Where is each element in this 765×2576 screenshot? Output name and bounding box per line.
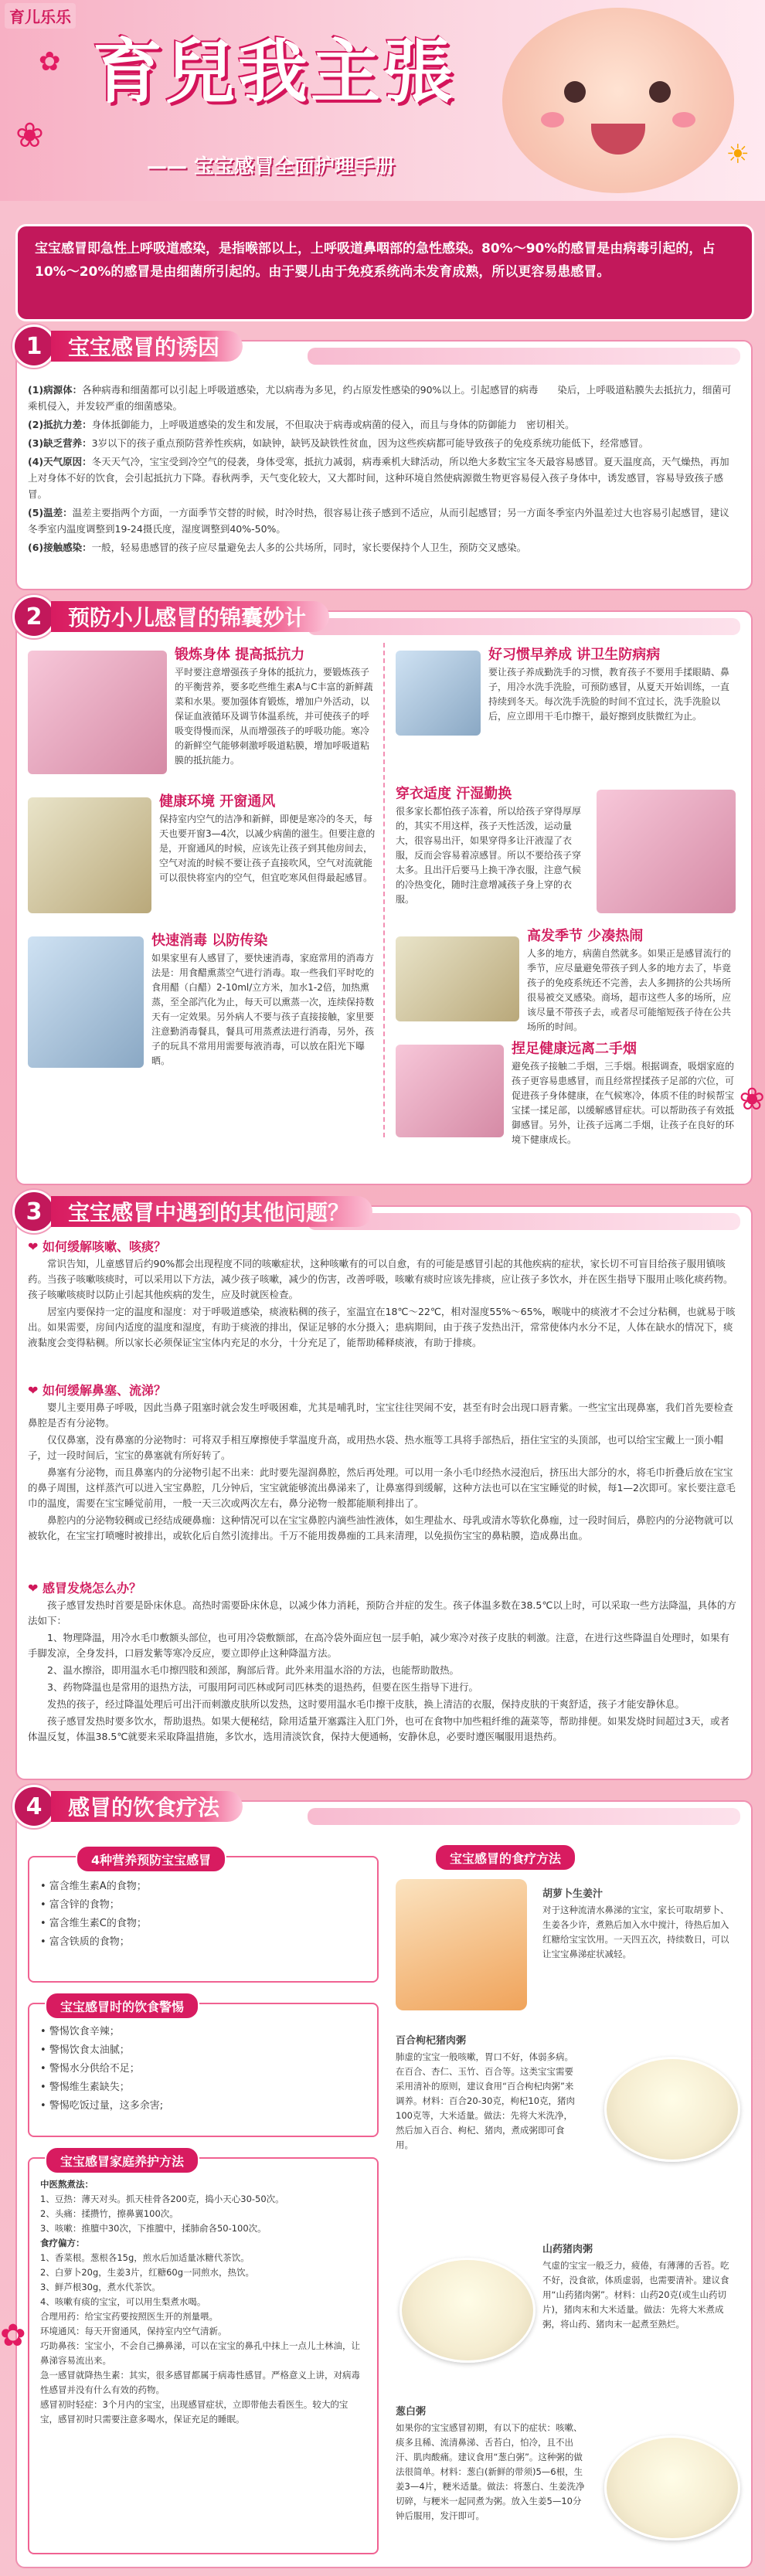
tip-photo	[28, 651, 167, 774]
heart-icon: ❤	[28, 1383, 42, 1398]
tip-photo	[28, 936, 144, 1068]
question-cough: ❤ 如何缓解咳嗽、咳痰？ 常识告知，儿童感冒后约90%都会出现程度不同的咳嗽症状，这种咳嗽有的可以自愈，有的可能是感冒引起的其他疾病的症状，家长切不可盲目给孩子服用镇咳药。当孩子咳嗽咳痰时，可以采用以下方法，减少孩子咳嗽，减少的伤害，改善呼吸，咳嗽有痰时应该先排痰，应让孩子多饮水，并在医生指导下服用止咳化痰药物。孩子咳嗽咳痰时以防止引起其他疾病的发生，应及时就医检查。 居室内要保持一定的温度和湿度：对于呼吸道感染，痰液粘稠的孩子，室温宜在18℃～22℃，相对湿度55%～65%，喉咙中的痰液才不会过分粘稠，也就易于咳出。如果需要，房间内适度的温度和湿度，有助于痰液的排出，保证足够的水分摄入；患病期间，由于孩子发热出汗，常常使体内水分不足，人体在缺水的情况下，痰液黏度会变得粘稠。所以家长必须保证宝宝体内充足的水分，十分充足了，能帮助稀释痰液，有助于排痰。	[28, 1239, 736, 1348]
section-header	[12, 1193, 372, 1230]
heart-icon: ❤	[28, 1581, 42, 1596]
section-number: 3	[12, 1190, 56, 1233]
question-nose: ❤ 如何缓解鼻塞、流涕？ 婴儿主要用鼻子呼吸，因此当鼻子阻塞时就会发生呼吸困难，尤其是哺乳时，宝宝往往哭闹不安，甚至有时会出现口唇青紫。一些宝宝出现鼻塞，我们首先要检查鼻腔是否有分泌物。 仅仅鼻塞，没有鼻塞的分泌物时：可将双手相互摩擦使手掌温度升高，或用热水袋、热水瓶等工具将手部热后，捂住宝宝的头顶部，也可以给宝宝戴上一顶小帽子，过一段时间后，宝宝的鼻塞就有所好转了。 鼻塞有分泌物，而且鼻塞内的分泌物引起不出来：此时要先湿润鼻腔，然后再处理。可以用一条小毛巾经热水浸泡后，挤压出大部分的水，将毛巾折叠后放在宝宝的鼻子周围，这样蒸汽可以进入宝宝鼻腔，几分钟后，宝宝就能够流出鼻涕来了，让鼻塞得到缓解，这种方法也可以在宝宝睡觉的时候，每1—2次即可。家长要注意毛巾的温度，需要在宝宝睡觉前用，一般一天三次或两次左右，鼻分泌物一般都能顺利排出了。 鼻腔内的分泌物较稠或已经结成硬鼻痂：这种情况可以在宝宝鼻腔内滴些油性液体，如生理盐水、母乳或清水等软化鼻痂，过一段时间后，鼻腔内的分泌物就可以被软化，在宝宝打喷嚏时被排出，或软化后自然引流排出。千万不能用拨鼻痂的工具来清理，以免损伤宝宝的鼻粘膜，造成鼻出血。	[28, 1383, 736, 1541]
flower-icon: ✿	[0, 2318, 26, 2353]
section-title: 宝宝感冒中遇到的其他问题？	[51, 1196, 372, 1227]
flower-icon: ❀	[739, 1082, 765, 1117]
section-header	[12, 328, 243, 365]
flower-icon: ❀	[15, 116, 44, 155]
cause-item: (4)天气原因：冬天天气冷，宝宝受到冷空气的侵袭，身体受寒，抵抗力减弱，病毒乘机大肆活动，所以绝大多数宝宝冬天最容易感冒。夏天温度高，天气燥热，再加上对身体不好的饮食，会引起抵抗力下降。春秋两季，天气变化较大，又大都时间，这种环境自然使病源微生物更容易侵入孩子身体中，诱发感冒，容易导致孩子感冒。	[28, 456, 729, 500]
tip-photo	[396, 1045, 504, 1137]
recipe-yam: 山药猪肉粥 气虚的宝宝一般乏力，疲倦，有薄薄的舌苔。吃不好，没食欲，体质虚弱，也需要清补。建议食用“山药猪肉粥”。材料：山药20克(或生山药切片)，猪肉末和大米适量。做法：先将大米煮成粥，将山药、猪肉末一起煮至熟烂。	[542, 2244, 729, 2330]
tip-clothing: 穿衣适度 汗湿勤换 很多家长都怕孩子冻着，所以给孩子穿得厚厚的，其实不用这样，孩子天性活泼，运动量大，很容易出汗，如果穿得多让汗液湿了衣服，反而会容易着凉感冒。所以不要给孩子穿太多。且出汗后要马上换干净衣服，注意气候的冷热变化，随时注意增减孩子身上穿的衣服。	[396, 786, 582, 905]
warning-box	[28, 1999, 379, 2137]
nutrients-list: • 富含维生素A的食物； • 富含锌的食物； • 富含维生素C的食物； • 富含铁质的食物；	[40, 1881, 147, 1948]
tip-exercise: 锻炼身体 提高抵抗力 平时要注意增强孩子身体的抵抗力，要锻炼孩子的平衡营养，要多吃些维生素A与C丰富的新鲜蔬菜和水果。要加强体育锻炼，增加户外活动，以保证血液循环及调节体温系统，并可使孩子的呼吸变得慢而深，从而增强孩子的呼吸功能。寒冷的新鲜空气能够刺激呼吸道粘膜，增加呼吸道粘膜的抵抗能力。	[175, 647, 373, 766]
recipe-scallion: 葱白粥 如果你的宝宝感冒初期，有以下的症状：咳嗽、痰多且稀、流清鼻涕、舌苔白，怕冷，且不出汗、肌肉酸痛。建议食用“葱白粥”。这种粥的做法很简单。材料：葱白(新鲜的带须)5—6根，生姜3—4片，粳米适量。做法：将葱白、生姜洗净切碎，与粳米一起同煮为粥。放入生姜5—10分钟后服用，发汗即可。	[396, 2406, 585, 2521]
section-prevention	[15, 603, 753, 1185]
sun-icon: ☀	[726, 139, 750, 170]
porridge-photo	[604, 2057, 740, 2162]
recipe-carrot: 胡萝卜生姜汁 对于这种流清水鼻涕的宝宝，家长可取胡萝卜、生姜各少许，煮熟后加入水中搅汁，待热后加入红糖给宝宝饮用。一天四五次，持续数日，可以让宝宝鼻涕症状减轻。	[542, 1888, 729, 1959]
section-title: 感冒的饮食疗法	[51, 1791, 243, 1822]
intro-text: 宝宝感冒即急性上呼吸道感染，是指喉部以上，上呼吸道鼻咽部的急性感染。80%～90%的感冒是由病毒引起的，占10%～20%的感冒是由细菌所引起的。由于婴儿由于免疫系统尚未发育成熟，所以更容易患感冒。	[35, 241, 716, 280]
section-title: 宝宝感冒的诱因	[51, 331, 243, 362]
cause-item: (5)温差：温差主要指两个方面，一方面季节交替的时候，时冷时热，很容易让孩子感到不适应，从而引起感冒；另一方面冬季室内外温差过大也容易引起感冒，建议冬季室内温度调整到19-24摄氏度，湿度调整到40%-50%。	[28, 507, 729, 535]
page-title: 育兒我主張	[93, 32, 456, 113]
tip-photo	[396, 651, 481, 736]
box-title: 宝宝感冒家庭养护方法	[45, 2146, 199, 2174]
tip-photo	[396, 936, 519, 1021]
question-fever: ❤ 感冒发烧怎么办？ 孩子感冒发热时首要是卧床休息。高热时需要卧床休息，以减少体力消耗，预防合并症的发生。孩子体温多数在38.5℃以上时，可以采取一些方法降温，具体的方法如下： 1、物理降温，用冷水毛巾敷额头部位，也可用冷袋敷额部，在高冷袋外面应包一层手帕，减少寒冷对孩子皮肤的刺激。注意，在进行这些降温自处理时，如果有手脚发凉，全身发抖，口唇发紫等寒冷反应，要立即停止这种降温方法。 2、温水擦浴，即用温水毛巾擦四肢和颈部，胸部后背。此外来用温水浴的方法，也能帮助散热。 3、药物降温也是常用的退热方法，可服用阿司匹林或阿司匹林类的退热药，但要在医生指导下进行。 发热的孩子，经过降温处理后可出汗而刺激皮肤所以发热，这时要用温水毛巾擦干皮肤，换上清洁的衣服，保持皮肤的干爽舒适，孩子才能安静休息。 孩子感冒发热时要多饮水，帮助退热。如果大便秘结，除用适量开塞露注入肛门外，也可在食物中加些粗纤维的蔬菜等，帮助排便。如果发烧时间超过3天，或者体温反复，体温38.5℃就要来采取降温措施，多饮水，选用清淡饮食，保持大便通畅，安静休息，必要时遵医嘱服用退热药。	[28, 1581, 736, 1742]
section-questions	[15, 1198, 753, 1780]
cause-item: (1)病源体：各种病毒和细菌都可以引起上呼吸道感染，尤以病毒为多见，约占原发性感染的90%以上。引起感冒的病毒 染后，上呼吸道粘膜失去抵抗力，细菌可乘机侵入，并发较严重的细菌感染。	[28, 384, 732, 412]
tip-hygiene: 好习惯早养成 讲卫生防病病 要让孩子养成勤洗手的习惯，教育孩子不要用手揉眼睛、鼻子，用冷水洗手洗脸，可预防感冒，从夏天开始训练，一直持续到冬天。每次洗手洗脸的时间不宜过长，洗手洗脸以后，应立即用干毛巾擦干，最好擦到皮肤微红为止。	[488, 647, 730, 722]
section-number: 2	[12, 595, 56, 638]
cause-item: (2)抵抗力差：身体抵御能力，上呼吸道感染的发生和发展，不但取决于病毒或病菌的侵入，而且与身体的防御能力 密切相关。	[28, 419, 575, 430]
tip-crowds: 高发季节 少凑热闹 人多的地方，病菌自然就多。如果正是感冒流行的季节，应尽量避免带孩子到人多的地方去了，毕竟孩子的免疫系统还不完善，去人多拥挤的公共场所很易被交叉感染。商场，超市这些人多的场所，应该尽量不带孩子去，或者尽可能缩短孩子待在公共场所的时间。	[527, 928, 732, 1032]
tip-photo	[597, 790, 736, 913]
recipe-lily: 百合枸杞猪肉粥 肺虚的宝宝一般咳嗽，胃口不好，体弱多病。在百合、杏仁、玉竹、百合等。这类宝宝需要采用清补的原则，建议食用“百合枸杞肉粥”来调养。材料：百合20-30克，枸杞10克，猪肉100克等，大米适量。做法：先将大米洗净，然后加入百合、枸杞、猪肉，煮成粥即可食用。	[396, 2035, 576, 2150]
tip-smoke: 捏足健康远离二手烟 避免孩子接触二手烟，三手烟。根据调查，吸烟家庭的孩子更容易患感冒，而且经常捏揉孩子足部的穴位，可促进孩子身体健康，在气候寒冷，体质不佳的时候帮宝宝揉一揉足部，以缓解感冒症状。可以帮助孩子有效抵御感冒。另外，让孩子远离二手烟，让孩子在良好的环境下健康成长。	[512, 1041, 735, 1145]
recipes-title: 宝宝感冒的食疗方法	[434, 1844, 576, 1871]
warning-list: • 警惕饮食辛辣； • 警惕饮食太油腻； • 警惕水分供给不足； • 警惕维生素缺失； • 警惕吃饭过量，这多余害;	[40, 2026, 164, 2112]
header-banner	[0, 0, 765, 201]
porridge-photo	[604, 2435, 740, 2540]
tip-disinfect: 快速消毒 以防传染 如果家里有人感冒了，要快速消毒，家庭常用的消毒方法是：用食醋熏蒸空气进行消毒。取一些我们平时吃的食用醋（白醋）2-10ml/立方米，加水1-2倍，加热熏蒸，至全部汽化为止，每天可以熏蒸一次，连续保持数天有一定效果。另外病人不要与孩子直接接触，家里要注意勤消毒餐具，餐具可用蒸煮法进行消毒，另外，孩子的玩具不常用用需要每液消毒，可以放在阳光下曝晒。	[151, 933, 375, 1066]
cause-item: (3)缺乏营养：3岁以下的孩子重点预防营养性疾病，如缺钟，缺钙及缺铁性贫血，因为这些疾病都可能导致孩子的免疫系统功能低下，经常感冒。	[28, 437, 649, 449]
porridge-photo	[400, 2258, 536, 2363]
heart-icon: ❤	[28, 1239, 42, 1254]
causes-list	[28, 382, 739, 558]
section-title: 预防小儿感冒的锦囊妙计	[51, 601, 329, 632]
box-title: 宝宝感冒时的饮食警惕	[45, 1992, 199, 2020]
juice-photo	[396, 1879, 527, 2010]
cause-item: (6)接触感染：一般，轻易患感冒的孩子应尽量避免去人多的公共场所，同时，家长要保持个人卫生，预防交叉感染。	[28, 542, 527, 553]
section-header	[12, 598, 329, 635]
home-care-box	[28, 2153, 379, 2554]
flower-icon: ✿	[39, 46, 61, 77]
page-subtitle: —— 宝宝感冒全面护理手册	[147, 155, 396, 178]
box-title: 4种营养预防宝宝感冒	[76, 1845, 226, 1873]
tip-photo	[28, 797, 151, 913]
nutrients-box	[28, 1852, 379, 1983]
section-causes	[15, 332, 753, 590]
site-logo: 育儿乐乐	[5, 3, 76, 29]
intro-box	[15, 224, 754, 321]
baby-photo	[502, 8, 734, 193]
home-care-list: 中医熬煮法： 1、豆热：薄天对头。抓天桂骨各200克，捣小天心30-50次。 2、头痛：揉攒竹，擦鼻翼100次。 3、咳嗽：推膻中30次，下推膻中，揉肺俞各50-100次。 食疗偏方： 1、香菜根。葱根各15g，煎水后加适量冰糖代茶饮。 2、白萝卜20g，生姜3片，红糖60g一同煎水，热饮。 3、鲜芦根30g，煮水代茶饮。 4、咳嗽有痰的宝宝，可以用生梨煮水喝。 合理用药：给宝宝药要按照医生开的剂量喂。 环境通风：每天开窗通风，保持室内空气清新。 巧助鼻孩：宝宝小，不会自己擤鼻涕，可以在宝宝的鼻孔中抹上一点儿土林油，让鼻涕容易流出来。 急一感冒就降热生素：其实，很多感冒都属于病毒性感冒。严格意义上讲，对病毒性感冒并没有什么有效的药物。 感冒初时轻症：3个月内的宝宝，出现感冒症状，立即带他去看医生。较大的宝宝，感冒初时只需要注意多喝水，保证充足的睡眠。	[40, 2179, 360, 2425]
section-number: 1	[12, 325, 56, 368]
tip-ventilation: 健康环境 开窗通风 保持室内空气的洁净和新鲜，即便是寒冷的冬天，每天也要开窗3—4次，以减少病菌的滋生。但要注意的是，开窗通风的时候，应该先让孩子到其他房间去，空气对流的时候不要让孩子直接吹风，空气对流就能可以很快将室内的空气，但宜吃寒风但得最起感冒。	[159, 794, 376, 883]
section-header	[12, 1788, 243, 1825]
section-diet	[15, 1793, 753, 2568]
section-number: 4	[12, 1785, 56, 1828]
